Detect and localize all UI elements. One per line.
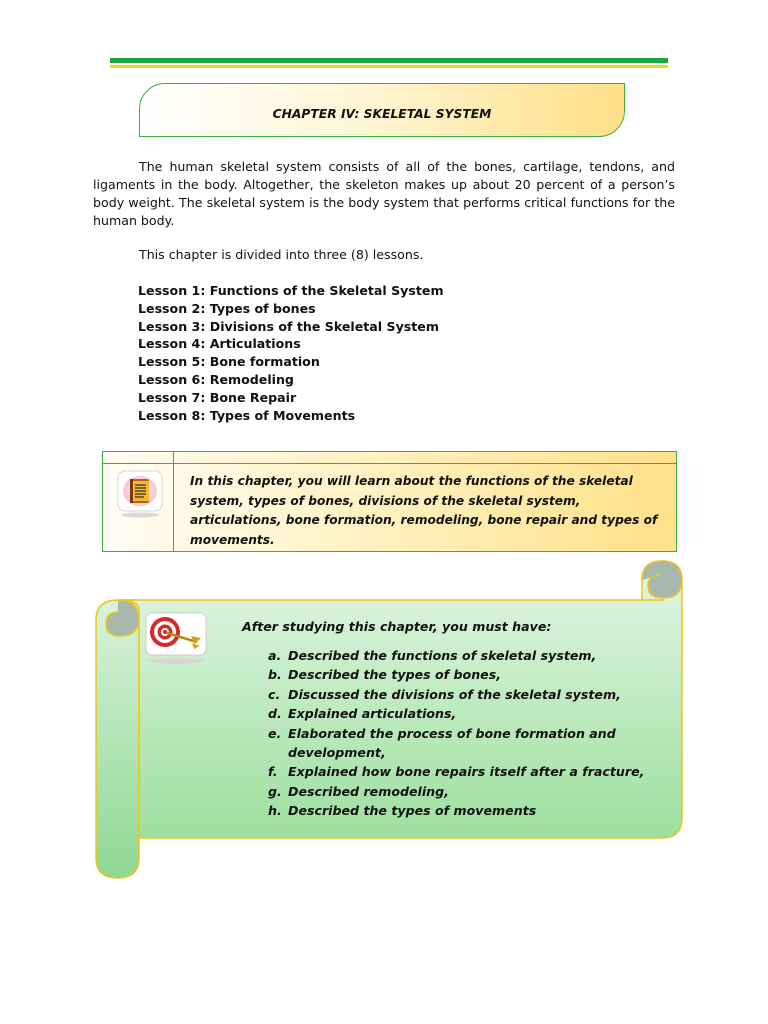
objective-item: [268, 646, 648, 665]
objective-item: [268, 665, 648, 684]
objective-marker: h.: [268, 803, 282, 819]
objective-marker: g.: [268, 783, 282, 799]
lesson-item: Lesson 8: Types of Movements: [138, 407, 356, 423]
objectives-intro: After studying this chapter, you must have:: [242, 619, 552, 634]
objective-item: [268, 685, 648, 704]
objective-marker: d.: [268, 706, 282, 722]
objective-marker: b.: [268, 667, 282, 683]
objective-item: [268, 801, 648, 820]
objective-text: Explained how bone repairs itself after a fracture,: [288, 764, 645, 780]
lesson-item: Lesson 1: Functions of the Skeletal System: [138, 283, 444, 298]
objectives-list: [268, 646, 648, 821]
lesson-item: Lesson 3: Divisions of the Skeletal System: [138, 318, 439, 334]
objective-text: Described remodeling,: [288, 783, 449, 799]
lesson-item: Lesson 6: Remodeling: [138, 371, 294, 387]
objective-item: [268, 782, 648, 801]
objective-marker: a.: [268, 648, 282, 663]
objective-marker: f.: [268, 764, 278, 780]
objective-marker: e.: [268, 725, 282, 741]
intro-paragraph: The human skeletal system consists of all of the bones, cartilage, tendons, and ligaments in the body. Altogether, the skeleton makes up about 20 percent of a person’s body weight. The skeletal system is the body system that performs critical functions for the human body.: [93, 159, 675, 228]
lesson-item: Lesson 4: Articulations: [138, 336, 301, 352]
objective-text: Described the functions of skeletal system,: [288, 648, 597, 663]
objective-text: Explained articulations,: [288, 706, 457, 722]
chapter-title: CHAPTER IV: SKELETAL SYSTEM: [272, 107, 492, 121]
objective-item: [268, 762, 648, 781]
lesson-count-text: This chapter is divided into three (8) lessons.: [139, 247, 424, 262]
lesson-item: Lesson 2: Types of bones: [138, 300, 316, 316]
chapter-overview-text: In this chapter, you will learn about the functions of the skeletal system, types of bones, divisions of the skeletal system, articulations, bone formation, remodeling, bone repair and types of movements.: [190, 474, 658, 547]
target-icon: [145, 612, 207, 666]
lesson-item: Lesson 7: Bone Repair: [138, 389, 297, 405]
objective-item: [268, 704, 648, 723]
objective-item: [268, 724, 648, 763]
objective-text: Elaborated the process of bone formation and development,: [288, 725, 616, 761]
lesson-item: Lesson 5: Bone formation: [138, 354, 320, 370]
objective-text: Described the types of movements: [288, 803, 537, 819]
objective-text: Discussed the divisions of the skeletal system,: [288, 686, 621, 702]
objective-text: Described the types of bones,: [288, 667, 501, 683]
objective-marker: c.: [268, 686, 281, 702]
